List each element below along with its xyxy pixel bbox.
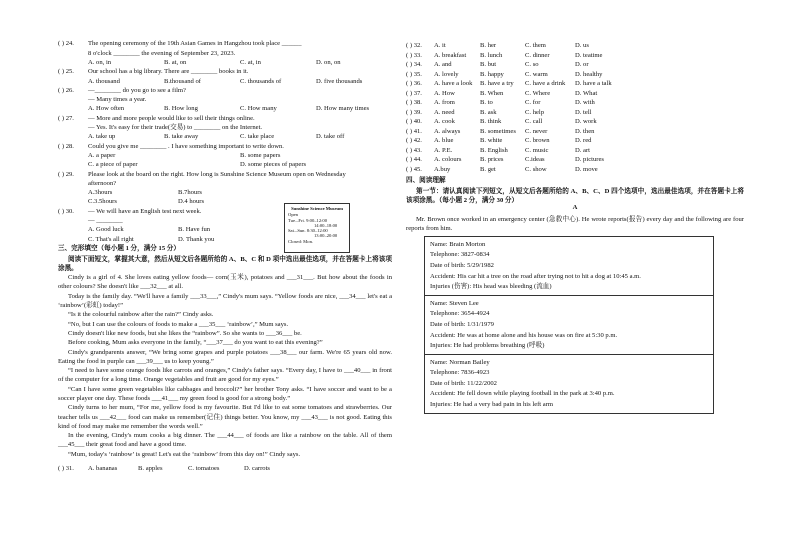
passage-paragraph: “Is it the colourful rainbow after the rain?” Cindy asks. [68, 311, 214, 319]
passage-paragraph: In the evening, Cindy's mum cooks a big dinner. The ___44___ of foods are like a rainbow on the table. All of them ___45___ their great food and have a good time. [58, 432, 392, 449]
question-31: ( ) 31. A. bananas B. apples C. tomatoes D. carrots [58, 465, 270, 473]
option-row-33: ( ) 33. A. breakfast B. lunch C. dinner D. teatime [406, 51, 603, 59]
part-a-heading: A [572, 204, 578, 212]
question-24: ( ) 24. The opening ceremony of the 19th Asian Games in Hangzhou took place ______ [58, 40, 302, 48]
option-row-38: ( ) 38. A. from B. to C. for D. with [406, 99, 595, 107]
section-4-title: 四、阅读理解 [406, 177, 446, 185]
passage-paragraph: Today is the family day. “We'll have a family ___33___,” Cindy's mum says. “Yellow foods are nice, ___34___ let's eat a ‘rainbow’(彩虹) today!” [58, 292, 392, 310]
passage-paragraph: “I need to have some orange foods like carrots and oranges,” Cindy's father says. “Every day, I have to ___40___ in front of the computer for a long time. Orange vegetables and fruit are good for my eyes.” [58, 367, 392, 384]
passage-paragraph: Before cooking, Mum asks everyone in the family, “___37___ do you want to eat this evening?” [68, 339, 323, 347]
option-row-44: ( ) 44. A. colours B. prices C.ideas D. pictures [406, 156, 604, 164]
question-26-line2: — Many times a year. [88, 96, 147, 104]
question-30-options: A. Good luck B. Have fun [88, 226, 211, 234]
question-28-options: A. a paper B. some papers [88, 151, 281, 159]
passage-paragraph: “Can I have some green vegetables like cabbages and broccoli?” her brother Tony asks. “I have soccer and want to be a soccer player one day. These foods ___41___ my green food is good for a strong body.” [58, 385, 392, 402]
option-row-39: ( ) 39. A. need B. ask C. help D. tell [406, 108, 592, 116]
left-column [58, 40, 392, 474]
option-row-32: ( ) 32. A. it B. her C. them D. us [406, 42, 589, 50]
question-29: ( ) 29. Please look at the board on the right. How long is Sunshine Science Museum open on Wednesday [58, 170, 346, 178]
option-row-43: ( ) 43. A. P.E. B. English C. music D. art [406, 146, 591, 154]
section-3-title: 三、完形填空（每小题 1 分，满分 15 分） [58, 245, 180, 253]
option-row-35: ( ) 35. A. lovely B. happy C. warm D. healthy [406, 70, 603, 78]
question-27: ( ) 27. — More and more people would like to sell their things online. [58, 114, 255, 122]
question-27-options: A. take up B. take away C. take place D. take off [88, 133, 345, 141]
question-25-options: A. thousand B.thousand of C. thousands of D. five thousands [88, 77, 363, 85]
question-28-options-2: C. a piece of paper D. some pieces of papers [88, 161, 307, 169]
question-29-line2: afternoon? [88, 179, 117, 187]
cloze-options [406, 42, 744, 175]
report-record: Name: Steven Lee Telephone: 3654-4924 Date of birth: 1/31/1979 Accident: He was at home alone and his house was on fire at 5:30 p.m. Injuries: He had problems breathing (呼吸) [425, 296, 713, 355]
option-row-42: ( ) 42. A. blue B. white C. brown D. red [406, 137, 592, 145]
question-26-options: A. How often B. How long C. How many D. How many times [88, 105, 370, 113]
reports-table [424, 236, 714, 414]
option-row-41: ( ) 41. A. always B. sometimes C. never D. then [406, 127, 595, 135]
option-row-36: ( ) 36. A. have a look B. have a try C. have a drink D. have a talk [406, 80, 612, 88]
option-row-40: ( ) 40. A. cook B. think C. call D. work [406, 118, 597, 126]
right-column [406, 42, 744, 414]
reading-intro: Mr. Brown once worked in an emergency center (急救中心). He wrote reports(报告) every day and the following are four reports from him. [406, 216, 744, 233]
question-28: ( ) 28. Could you give me ________ . I have something important to write down. [58, 142, 284, 150]
passage-paragraph: Cindy turns to her mum, “For me, yellow food is my favourite. But I'd like to eat some tomatoes and strawberries. Our teacher tells us ___42___ food can make us remember(记住) things better. You know, my ___43___ is not good. Eating this kind of food may make me remember the words well.” [58, 404, 392, 430]
passage-paragraph: Cindy's grandparents answer, “We bring some grapes and purple potatoes ___38___ our farm. We're 65 years old now. Eating the food in purple can ___39___ us to keep young.” [58, 348, 392, 365]
question-24-options: A. on, in B. at, on C. at, in D. on, on [88, 58, 341, 66]
option-row-37: ( ) 37. A. How B. When C. Where D. What [406, 89, 598, 97]
passage-paragraph: “No, but I can use the colours of foods to make a ___35___ ‘rainbow’,” Mum says. [68, 320, 289, 328]
cloze-passage [58, 273, 392, 459]
passage-paragraph: Cindy is a girl of 4. She loves eating yellow foods— corn(玉米), potatoes and ___31___. But how about the foods in other colours? She doesn't like ___32___ at all. [58, 274, 392, 291]
question-30-options-2: C. That's all right D. Thank you [88, 235, 215, 243]
section-3-instructions: 阅读下面短文，掌握其大意，然后从短文后各题所给的 A、B、C 和 D 项中选出最佳选项，并在答题卡上将该项涂黑。 [58, 255, 392, 272]
section-4-instructions: 第一节：请认真阅读下列短文，从短文后各题所给的 A、B、C、D 四个选项中，选出最佳选项，并在答题卡上将该项涂黑。（每小题 2 分，满分 30 分） [406, 187, 744, 204]
report-record: Name: Brain Morton Telephone: 3827-0834 Date of birth: 5/29/1982 Accident: His car hit a tree on the road after trying not to hit a dog at 10:45 a.m. Injuries (伤害): His head was bleeding (流血) [425, 237, 713, 296]
question-24-line2: 8 o'clock ________ the evening of September 23, 2023. [88, 49, 236, 57]
option-row-34: ( ) 34. A. and B. but C. so D. or [406, 61, 589, 69]
question-25: ( ) 25. Our school has a big library. There are ________ books in it. [58, 68, 249, 76]
question-30-line2: — ________ [88, 216, 123, 224]
passage-paragraph: Cindy doesn't like new foods, but she likes the “rainbow”. So she wants to ___36___ be. [68, 329, 302, 337]
museum-sign: Sunshine Science Museum Open Tue.–Fri. 9:00–12:00 14:00–18:00 Sat.–Sun. 8:30–12:00 13:00–20:00 Closed: Mon. [284, 203, 350, 253]
question-29-options: A.3hours B.7hours [88, 189, 202, 197]
question-30: ( ) 30. — We will have an English test next week. [58, 207, 202, 215]
question-29-options-2: C.3.5hours D.4 hours [88, 198, 205, 206]
passage-paragraph: “Mum, today's ‘rainbow’ is great! Let's eat the ‘rainbow’ from this day on!” Cindy says. [68, 450, 301, 458]
question-27-line2: — Yes. It's easy for their trade(交易) to ________ on the Internet. [88, 124, 263, 132]
question-26: ( ) 26. —________ do you go to see a film? [58, 86, 186, 94]
option-row-45: ( ) 45. A.buy B. get C. show D. move [406, 165, 598, 173]
report-record: Name: Norman Bailey Telephone: 7836-4923 Date of birth: 11/22/2002 Accident: He fell down while playing football in the park at 3:40 p.m. Injuries: He had a very bad pain in his left arm [430, 358, 615, 409]
